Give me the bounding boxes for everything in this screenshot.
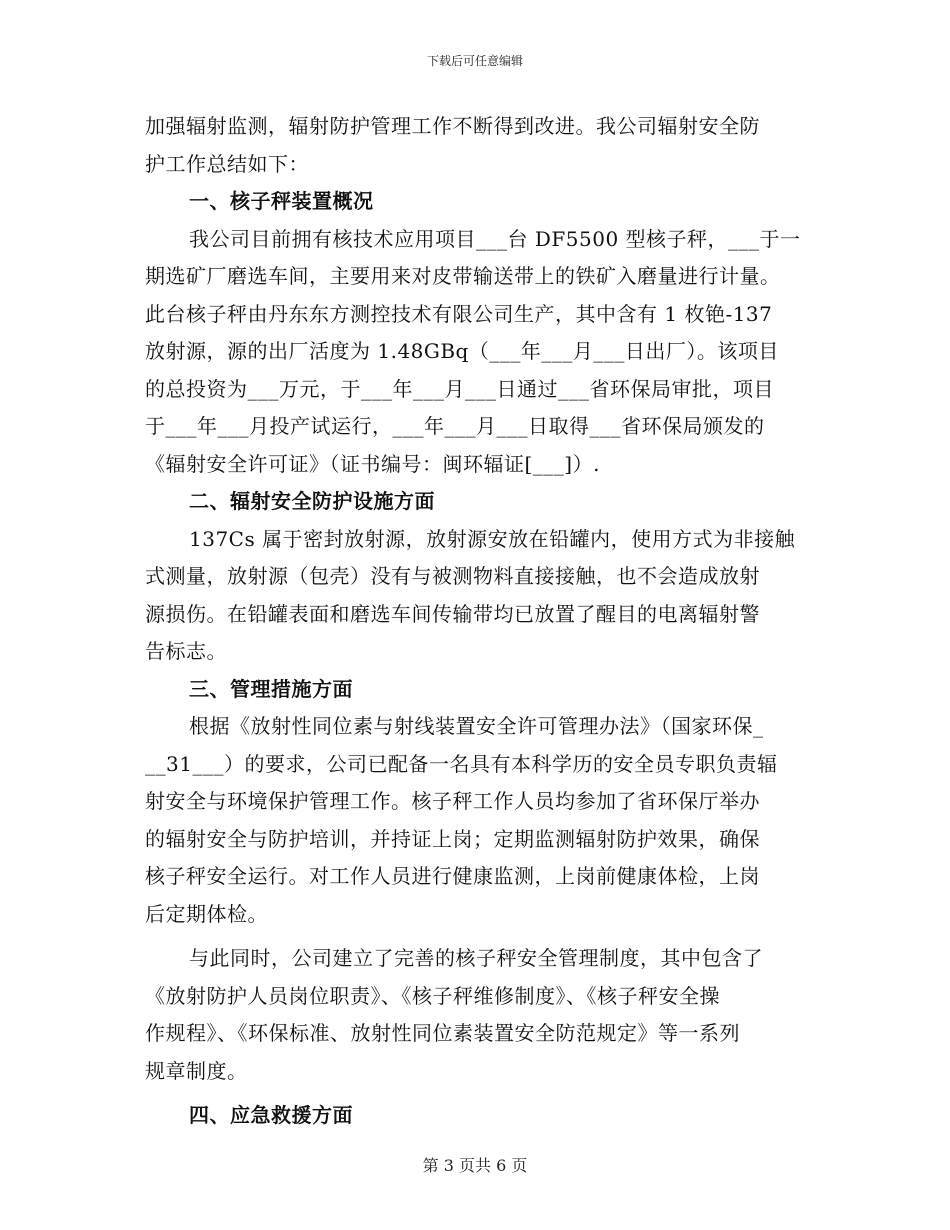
paragraph-line: 源损伤。在铅罐表面和磨选车间传输带均已放置了醒目的电离辐射警 [145, 601, 760, 626]
section-heading-1: 一、核子秤装置概况 [189, 189, 374, 213]
paragraph-line: 137Cs 属于密封放射源，放射源安放在铅罐内，使用方式为非接触 [189, 526, 796, 551]
paragraph-line: 核子秤安全运行。对工作人员进行健康监测，上岗前健康体检，上岗 [145, 864, 760, 888]
paragraph-line: 与此同时，公司建立了完善的核子秤安全管理制度，其中包含了 [189, 946, 763, 970]
paragraph-line: 的总投资为___万元，于___年___月___日通过___省环保局审批，项目 [145, 376, 774, 401]
paragraph-line: 的辐射安全与防护培训，并持证上岗；定期监测辐射防护效果，确保 [145, 826, 760, 851]
paragraph-line: 规章制度。 [145, 1058, 248, 1083]
paragraph-line: 《放射防护人员岗位职责》、《核子秤维修制度》、《核子秤安全操 [145, 983, 720, 1008]
section-heading-3: 三、管理措施方面 [189, 676, 353, 701]
paragraph-line: 式测量，放射源（包壳）没有与被测物料直接接触，也不会造成放射 [145, 564, 760, 588]
document-body [145, 108, 805, 1135]
paragraph-line: 根据《放射性同位素与射线装置安全许可管理办法》（国家环保_ [189, 714, 764, 738]
paragraph-line: 我公司目前拥有核技术应用项目___台 DF5500 型核子秤，___于一 [189, 226, 801, 251]
paragraph-line: 期选矿厂磨选车间，主要用来对皮带输送带上的铁矿入磨量进行计量。 [145, 264, 781, 288]
paragraph-line: __31___）的要求，公司已配备一名具有本科学历的安全员专职负责辐 [145, 751, 778, 776]
paragraph-line: 后定期体检。 [145, 901, 268, 926]
paragraph-line: 放射源，源的出厂活度为 1.48GBq（___年___月___日出厂）。该项目 [145, 339, 779, 363]
paragraph-line: 于___年___月投产试运行，___年___月___日取得___省环保局颁发的 [145, 414, 765, 438]
paragraph-line: 告标志。 [145, 639, 227, 663]
section-heading-2: 二、辐射安全防护设施方面 [189, 489, 435, 513]
paragraph-line: 加强辐射监测，辐射防护管理工作不断得到改进。我公司辐射安全防 [145, 114, 760, 138]
paragraph-line: 此台核子秤由丹东东方测控技术有限公司生产，其中含有 1 枚铯-137 [145, 301, 773, 326]
section-heading-4: 四、应急救援方面 [189, 1103, 353, 1127]
page-number: 第 3 页共 6 页 [422, 1156, 528, 1175]
page-header: 下载后可任意编辑 [426, 54, 523, 68]
paragraph-line: 护工作总结如下： [145, 151, 309, 176]
paragraph-line: 《辐射安全许可证》（证书编号：闽环辐证[___]）. [145, 451, 600, 476]
paragraph-line: 射安全与环境保护管理工作。核子秤工作人员均参加了省环保厅举办 [145, 789, 760, 813]
paragraph-line: 作规程》、《环保标准、放射性同位素装置安全防范规定》等一系列 [145, 1021, 740, 1045]
